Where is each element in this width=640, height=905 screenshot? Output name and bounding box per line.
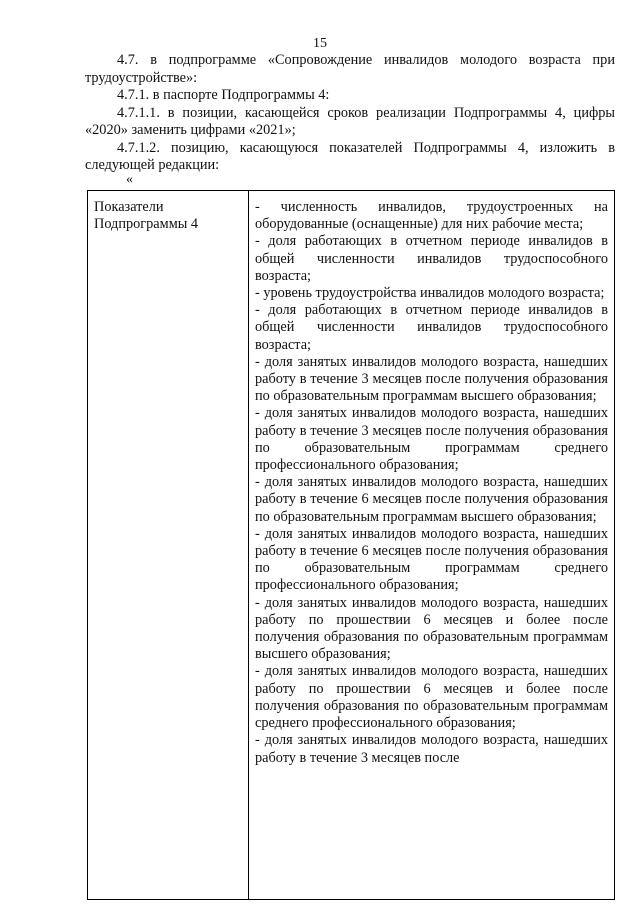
indicator-item: - доля занятых инвалидов молодого возраста, нашедших работу по прошествии 6 месяцев и более после получения образования по образовательным программам высшего образования; [255,594,608,663]
table-row [88,191,615,900]
indicator-item: - доля работающих в отчетном периоде инвалидов в общей численности инвалидов трудоспособного возраста; [255,302,608,353]
indicator-item: - доля занятых инвалидов молодого возраста, нашедших работу в течение 3 месяцев после [255,732,608,766]
indicators-list-cell [249,191,615,900]
amendment-text [85,52,615,175]
page-number: 15 [313,36,327,51]
indicators-label-cell: Показатели Подпрограммы 4 [88,191,249,900]
indicators-table [87,190,615,900]
paragraph-4-7-1: 4.7.1. в паспорте Подпрограммы 4: [117,87,330,103]
indicator-item: - доля занятых инвалидов молодого возраста, нашедших работу по прошествии 6 месяцев и более после получения образования по образовательным программам среднего профессионального образования; [255,663,608,732]
paragraph-4-7-1-1: 4.7.1.1. в позиции, касающейся сроков реализации Подпрограммы 4, цифры «2020» заменить цифрами «2021»; [85,104,615,138]
indicator-item: - доля работающих в отчетном периоде инвалидов в общей численности инвалидов трудоспособного возраста; [255,233,608,284]
paragraph-4-7-1-2: 4.7.1.2. позицию, касающуюся показателей Подпрограммы 4, изложить в следующей редакции: [85,139,615,173]
indicator-item: - доля занятых инвалидов молодого возраста, нашедших работу в течение 3 месяцев после получения образования по образовательным программам высшего образования; [255,353,608,405]
indicator-item: - доля занятых инвалидов молодого возраста, нашедших работу в течение 3 месяцев после получения образования по образовательным программам среднего профессионального образования; [255,405,608,474]
opening-quote: « [126,172,133,187]
indicator-item: - численность инвалидов, трудоустроенных на оборудованные (оснащенные) для них рабочие места; [255,199,608,233]
indicator-item: - уровень трудоустройства инвалидов молодого возраста; [255,285,605,302]
indicator-item: - доля занятых инвалидов молодого возраста, нашедших работу в течение 6 месяцев после получения образования по образовательным программам высшего образования; [255,474,608,525]
paragraph-4-7: 4.7. в подпрограмме «Сопровождение инвалидов молодого возраста при трудоустройстве»: [85,52,615,86]
indicator-item: - доля занятых инвалидов молодого возраста, нашедших работу в течение 6 месяцев после получения образования по образовательным программам среднего профессионального образования; [255,525,608,594]
